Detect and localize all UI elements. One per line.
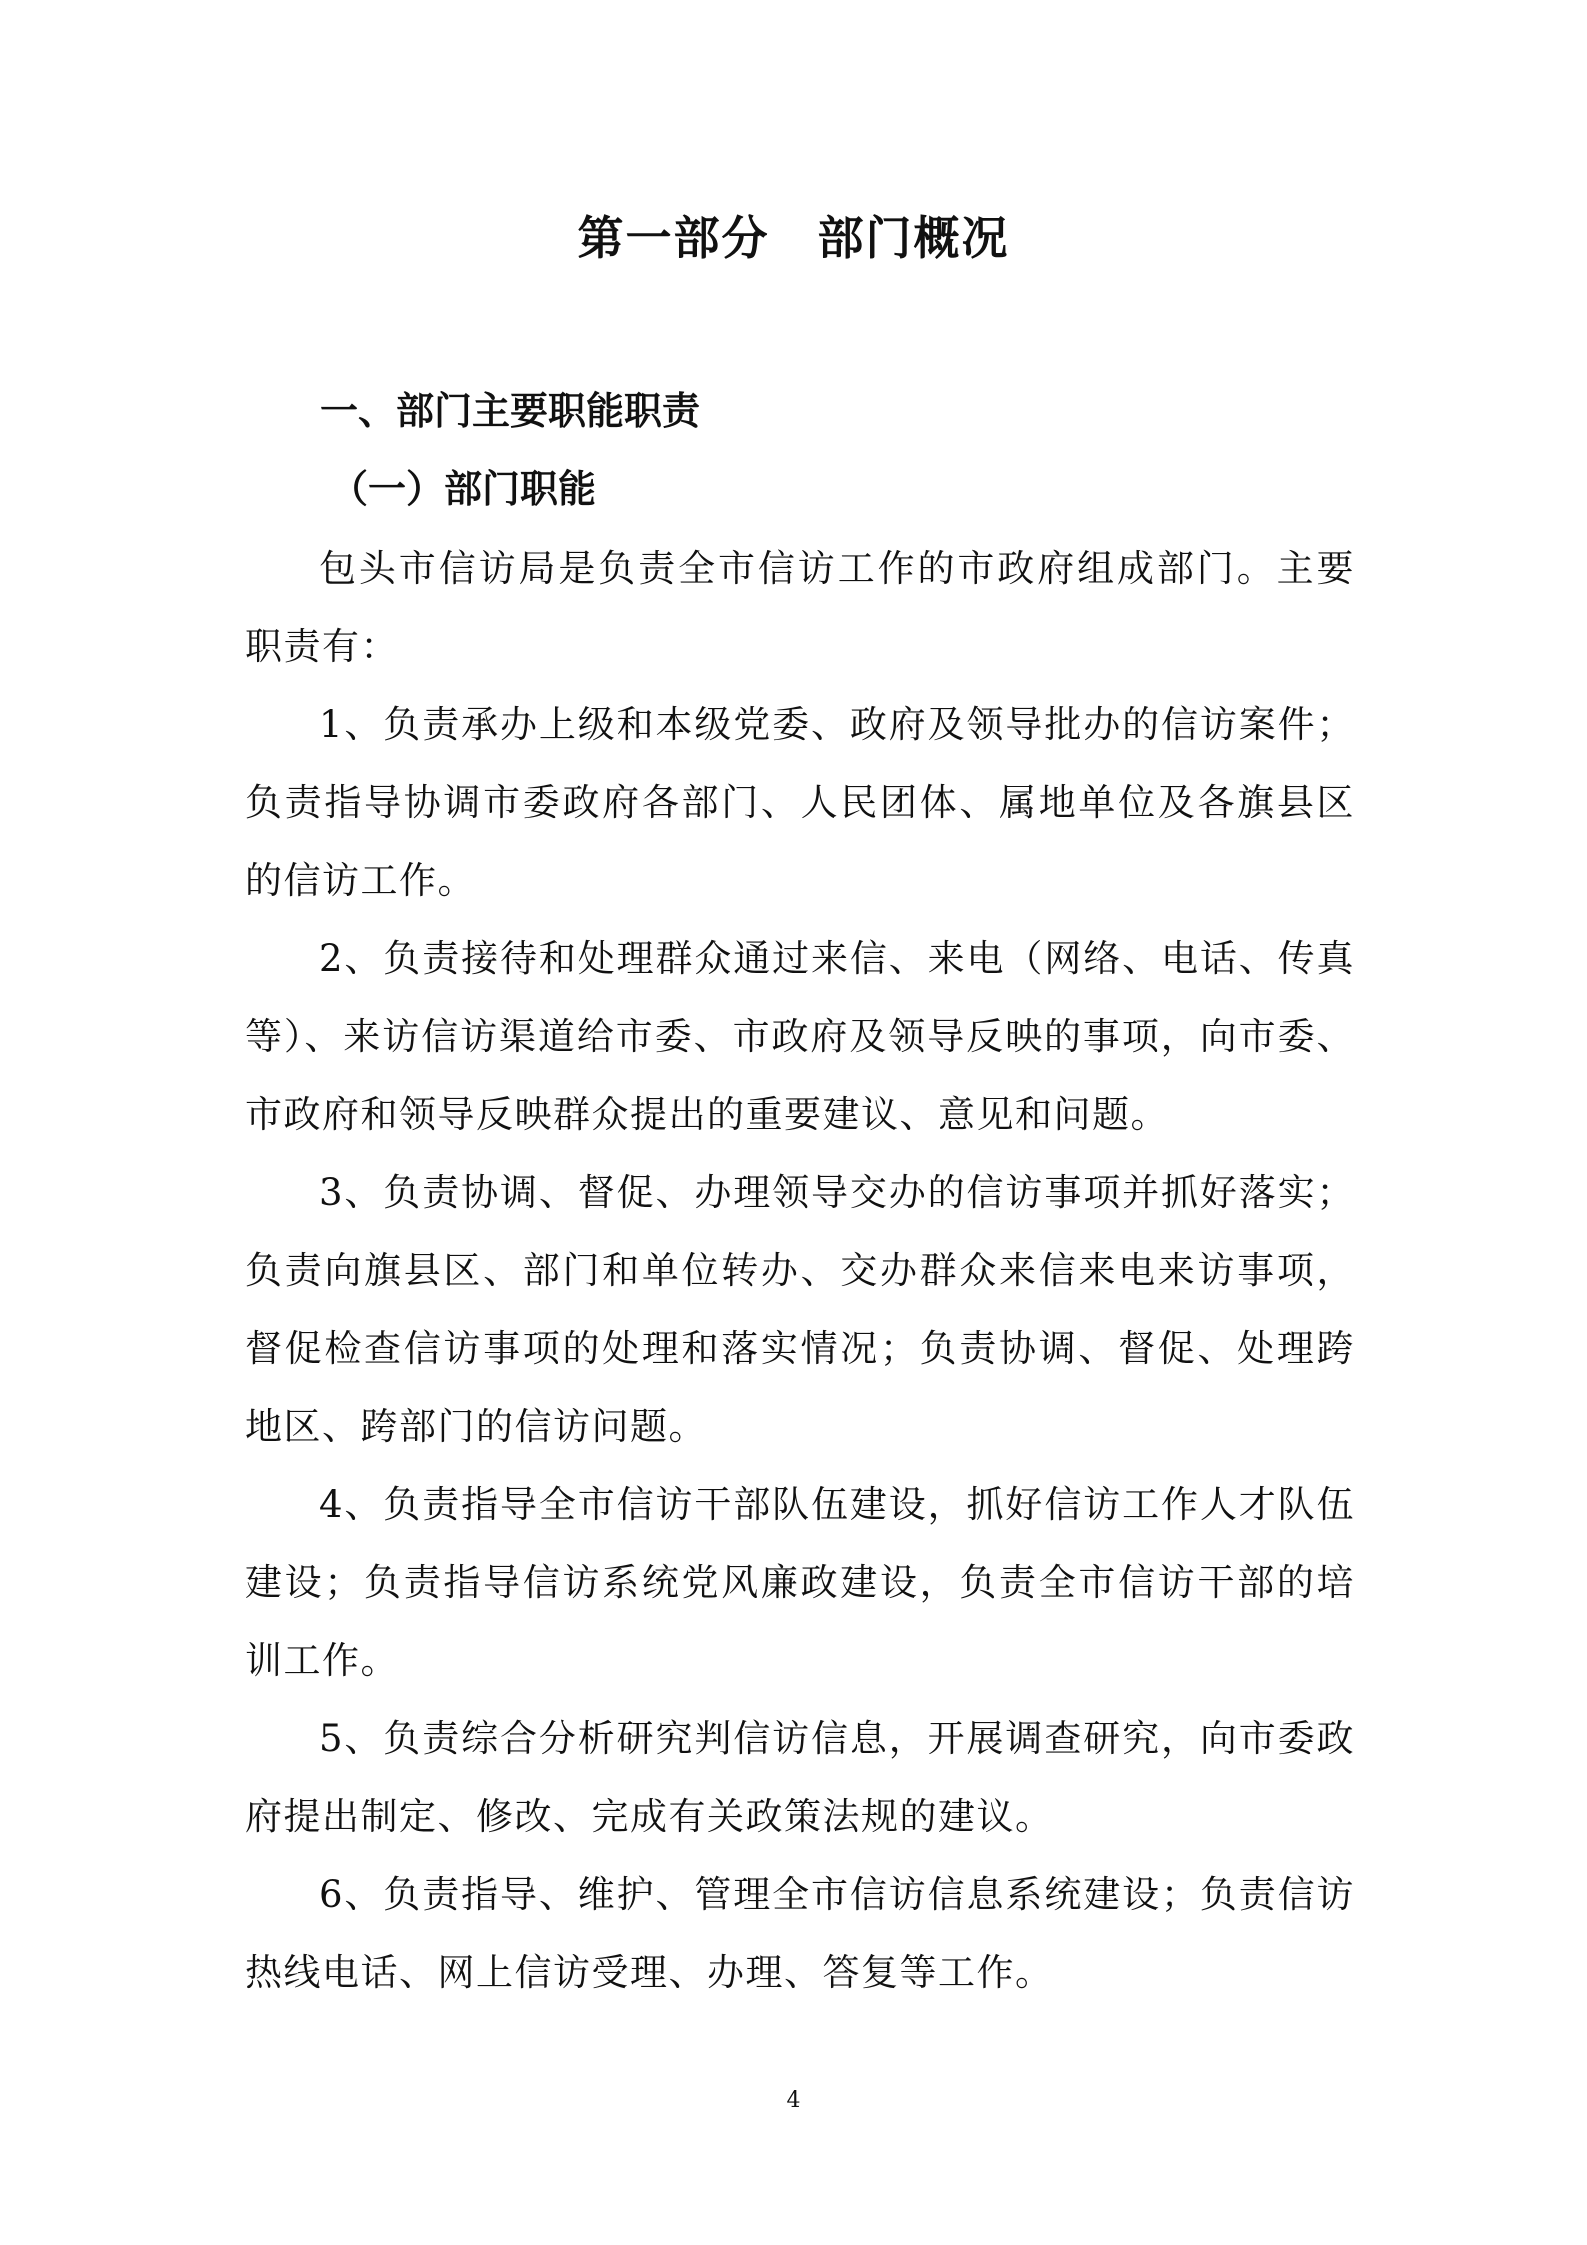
paragraph-intro: 包头市信访局是负责全市信访工作的市政府组成部门。主要职责有： (245, 547, 1355, 668)
page-number: 4 (786, 2088, 801, 2113)
paragraph-duty-5: 5、负责综合分析研究判信访信息，开展调查研究，向市委政府提出制定、修改、完成有关政策法规的建议。 (245, 1717, 1355, 1838)
paragraph-duty-3: 3、负责协调、督促、办理领导交办的信访事项并抓好落实；负责向旗县区、部门和单位转办、交办群众来信来电来访事项，督促检查信访事项的处理和落实情况；负责协调、督促、处理跨地区、跨部门的信访问题。 (245, 1171, 1355, 1448)
subsection-heading: （一）部门职能 (330, 467, 597, 511)
page-title: 第一部分 部门概况 (577, 211, 1010, 265)
paragraph-duty-6: 6、负责指导、维护、管理全市信访信息系统建设；负责信访热线电话、网上信访受理、办理、答复等工作。 (245, 1873, 1355, 1994)
paragraph-duty-2: 2、负责接待和处理群众通过来信、来电（网络、电话、传真等）、来访信访渠道给市委、市政府及领导反映的事项，向市委、市政府和领导反映群众提出的重要建议、意见和问题。 (245, 937, 1355, 1136)
paragraph-duty-1: 1、负责承办上级和本级党委、政府及领导批办的信访案件；负责指导协调市委政府各部门、人民团体、属地单位及各旗县区的信访工作。 (245, 703, 1355, 902)
body-text (245, 530, 1355, 2012)
section-heading: 一、部门主要职能职责 (320, 389, 701, 433)
paragraph-duty-4: 4、负责指导全市信访干部队伍建设，抓好信访工作人才队伍建设；负责指导信访系统党风廉政建设，负责全市信访干部的培训工作。 (245, 1483, 1355, 1682)
